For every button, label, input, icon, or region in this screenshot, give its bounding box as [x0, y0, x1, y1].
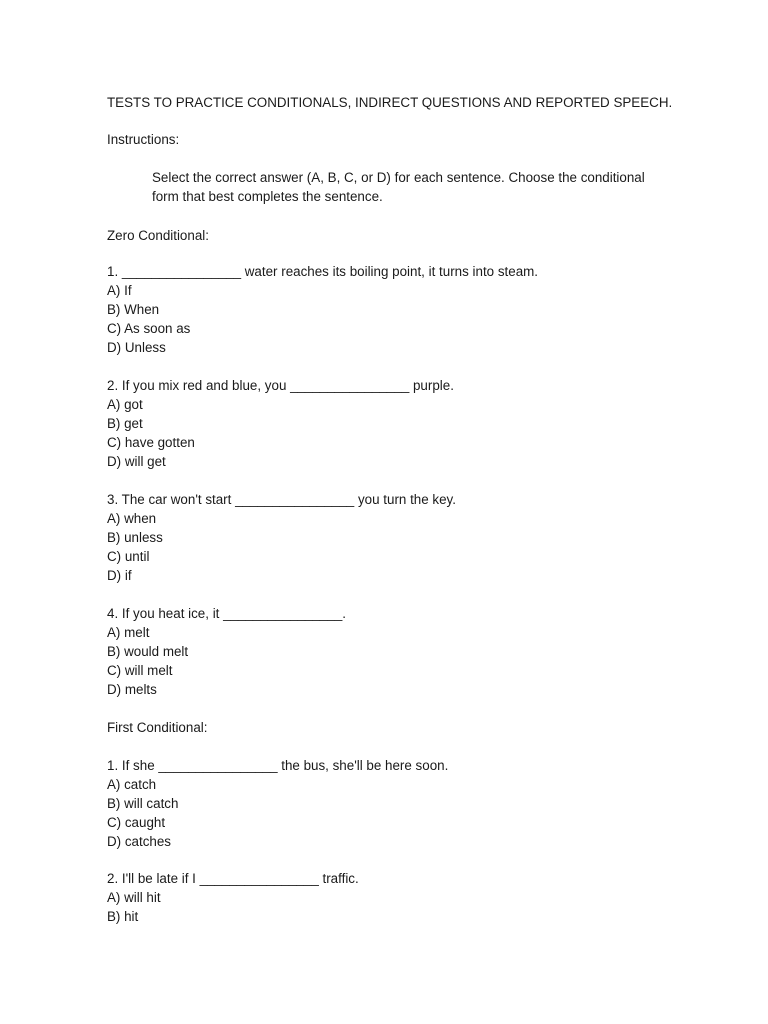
instructions-label: Instructions:	[107, 132, 180, 147]
option-d: D) if	[107, 568, 132, 583]
option-c: C) have gotten	[107, 435, 195, 450]
question-stem: 4. If you heat ice, it ________________.	[107, 606, 346, 621]
question-stem: 2. If you mix red and blue, you ________________ purple.	[107, 378, 454, 393]
option-a: A) catch	[107, 777, 157, 792]
option-b: B) When	[107, 302, 160, 317]
option-a: A) melt	[107, 625, 150, 640]
option-a: A) will hit	[107, 890, 161, 905]
question-first-1	[107, 756, 448, 851]
document-title: TESTS TO PRACTICE CONDITIONALS, INDIRECT QUESTIONS AND REPORTED SPEECH.	[107, 95, 673, 110]
option-a: A) If	[107, 283, 132, 298]
option-d: D) melts	[107, 682, 157, 697]
option-a: A) when	[107, 511, 157, 526]
option-c: C) will melt	[107, 663, 173, 678]
section-heading-first-conditional: First Conditional:	[107, 720, 208, 735]
option-c: C) As soon as	[107, 321, 191, 336]
question-stem: 3. The car won't start ________________ you turn the key.	[107, 492, 456, 507]
question-first-2	[107, 869, 359, 926]
option-b: B) get	[107, 416, 143, 431]
question-zero-4	[107, 604, 346, 699]
option-c: C) caught	[107, 815, 166, 830]
option-b: B) hit	[107, 909, 139, 924]
instructions-text: Select the correct answer (A, B, C, or D) for each sentence. Choose the conditional form that best completes the sentence.	[152, 170, 645, 204]
question-zero-2	[107, 376, 454, 471]
option-b: B) would melt	[107, 644, 189, 659]
option-d: D) Unless	[107, 340, 166, 355]
question-stem: 1. ________________ water reaches its boiling point, it turns into steam.	[107, 264, 539, 279]
question-stem: 1. If she ________________ the bus, she'll be here soon.	[107, 758, 449, 773]
option-c: C) until	[107, 549, 150, 564]
question-zero-1	[107, 262, 538, 357]
option-d: D) catches	[107, 834, 171, 849]
section-heading-zero-conditional: Zero Conditional:	[107, 228, 209, 243]
question-stem: 2. I'll be late if I ________________ traffic.	[107, 871, 359, 886]
question-zero-3	[107, 490, 456, 585]
option-b: B) will catch	[107, 796, 179, 811]
option-b: B) unless	[107, 530, 163, 545]
option-d: D) will get	[107, 454, 166, 469]
option-a: A) got	[107, 397, 143, 412]
